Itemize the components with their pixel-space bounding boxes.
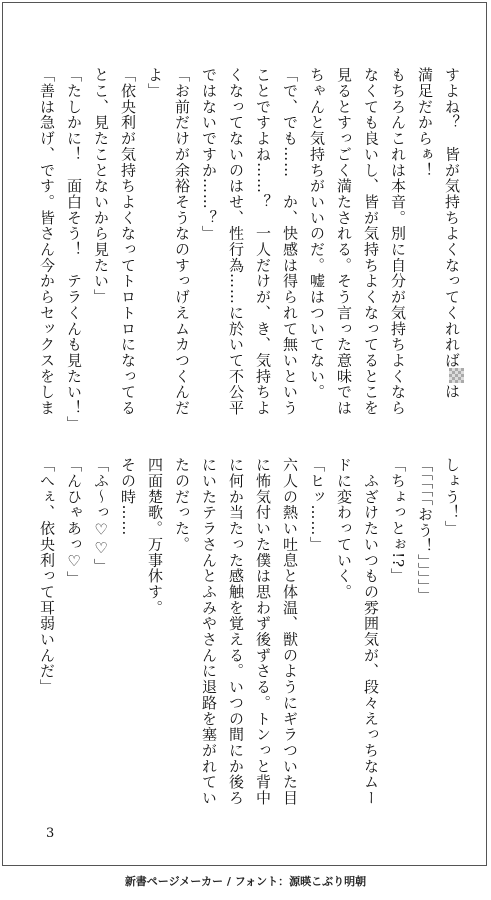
text-column: ドに変わっていく。: [335, 457, 353, 600]
text-column: 「ヒッ……」: [308, 457, 326, 553]
text-column: よ」: [146, 67, 164, 99]
text-column: とこ、見たことないから見たい」: [92, 67, 110, 305]
text-column: もちろんこれは本音。別に自分が気持ちよくなら: [389, 67, 407, 416]
text-column: [444, 67, 464, 399]
text-column: 「ふ〜っ♡♡」: [92, 457, 110, 574]
text-column: に怖気付いた僕は思わず後ずさる。トンっと背中: [254, 457, 272, 806]
text-column: 「で、でも…… か、快感は得られて無いという: [281, 67, 299, 416]
book-page: [2, 2, 487, 866]
text-column: 「ちょっとぉ!?」: [389, 457, 407, 584]
text-column: 「「「「「おう！」」」」」: [416, 457, 434, 604]
text-column: に何か当たった感触を覚える。いつの間にか後ろ: [227, 457, 245, 806]
text-column: 四面楚歌。万事休す。: [146, 457, 164, 616]
text-column: 「善は急げ、です。皆さん今からセックスをしま: [38, 67, 56, 416]
text-column: 満足だからぁ！: [416, 67, 434, 178]
text-column: 「たしかに！ 面白そう！ テラくんも見たい！」: [65, 67, 83, 432]
text-column: なくても良いし、皆が気持ちよくなってるとこを: [362, 67, 380, 416]
censored-mosaic: [449, 368, 464, 383]
text-column: 「へぇ、依央利って耳弱いんだ」: [38, 457, 56, 695]
text-column: 「依央利が気持ちよくなってトロトロになってる: [119, 67, 137, 416]
text-column: その時……: [119, 457, 137, 537]
text-column: ちゃんと気持ちがいいのだ。嘘はついてない。: [308, 67, 326, 400]
text-column: ではないですか……？」: [200, 67, 218, 242]
text-line: は: [443, 383, 461, 400]
text-column: ふざけたいつもの雰囲気が、段々えっちなムー: [362, 457, 380, 806]
text-line: すよね？ 皆が気持ちよくなってくれれば: [443, 67, 461, 369]
text-column: しょう！」: [443, 457, 461, 537]
text-column: くなってないのはせ、性行為……に於いて不公平: [227, 67, 245, 416]
text-column: にいたテラさんとふみやさんに退路を塞がれてい: [200, 457, 218, 806]
text-column: 六人の熱い吐息と体温、獣のようにギラついた目: [281, 457, 299, 806]
text-column: たのだった。: [173, 457, 191, 553]
text-column: 「お前だけが余裕そうなのすっげえムカつくんだ: [173, 67, 191, 416]
footer-caption: 新書ページメーカー / フォント：源暎こぶり明朝: [124, 875, 367, 888]
text-column: 見るとすっごく満たされる。そう言った意味では: [335, 67, 353, 416]
text-column: 「んひゃあっ♡」: [65, 457, 83, 587]
text-column: ことですよね……？ 一人だけが、き、気持ちよ: [254, 67, 272, 416]
page-number: 3: [46, 826, 55, 841]
